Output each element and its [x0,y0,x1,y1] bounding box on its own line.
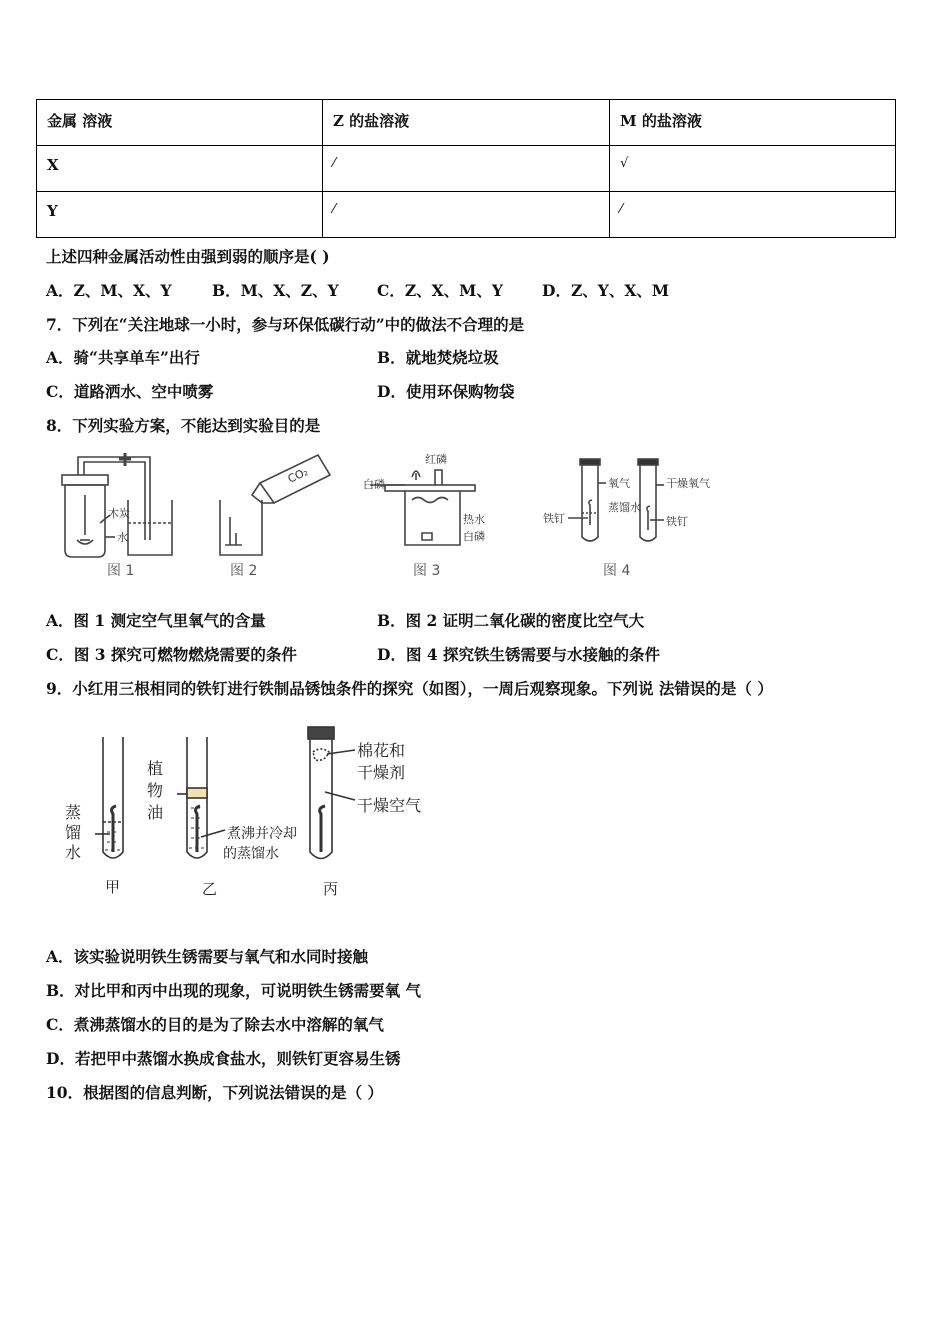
label-boiled-water-line1: 煮沸并冷却 [227,826,297,842]
label-vegetable-oil: 植物油 [147,759,164,822]
tube-bing [308,727,355,859]
fig4-label-dry-oxygen: 干燥氧气 [666,477,710,490]
option-c: C．Z、X、M、Y [377,281,503,300]
table-cell-metal: X [37,146,323,192]
option-c: C．道路洒水、空中喷雾 [46,382,214,401]
fig3-label-white-phosphorus-top: 白磷 [363,478,385,491]
tube-caption-yi: 乙 [202,880,218,898]
label-dry-air: 干燥空气 [357,796,422,815]
fig4-label-oxygen: 氧气 [608,477,630,490]
table-header-cell: M 的盐溶液 [610,100,896,146]
fig4-label-distilled-water: 蒸馏水 [608,501,641,514]
fig2-label-co2: CO₂ [285,465,311,486]
fig3-caption: 图 3 [413,563,441,579]
option-b: B．图 2 证明二氧化碳的密度比空气大 [377,611,645,630]
tube-jia [95,737,123,858]
table-cell-mark: ⁄ [610,192,896,238]
tube-yi [177,737,225,858]
fig3-label-hot-water: 热水 [463,513,485,526]
option-a: A．Z、M、X、Y [46,281,172,300]
option-d: D．图 4 探究铁生锈需要与水接触的条件 [377,645,661,664]
table-header-cell: 金属 溶液 [37,100,323,146]
option-a: A．该实验说明铁生锈需要与氧气和水同时接触 [46,947,369,966]
fig4-label-nail-right: 铁钉 [666,515,688,528]
fig2-co2-density [220,455,330,555]
option-b: B．M、X、Z、Y [212,281,339,300]
question-8-stem: 8．下列实验方案，不能达到实验目的是 [46,416,321,435]
fig4-caption: 图 4 [603,563,631,579]
option-a: A．图 1 测定空气里氧气的含量 [46,611,266,630]
fig1-caption: 图 1 [107,563,135,579]
label-cotton-line2: 干燥剂 [357,763,406,782]
question-9-stem: 9．小红用三根相同的铁钉进行铁制品锈蚀条件的探究（如图），一周后观察现象。下列说 法错误的是（ ） [46,679,773,698]
fig3-label-red-phosphorus: 红磷 [425,453,447,466]
table-header-row [37,100,896,146]
option-c: C．图 3 探究可燃物燃烧需要的条件 [46,645,297,664]
option-d: D．Z、Y、X、M [542,281,670,300]
option-c: C．煮沸蒸馏水的目的是为了除去水中溶解的氧气 [46,1015,384,1034]
label-boiled-water-line2: 的蒸馏水 [223,846,279,862]
table-cell-mark: ⁄ [323,146,610,192]
option-a: A．骑“共享单车”出行 [46,348,200,367]
label-cotton-line1: 棉花和 [357,741,406,760]
label-distilled-water: 蒸馏水 [65,803,82,862]
fig1-label-charcoal: 木炭 [108,507,130,520]
tube-caption-bing: 丙 [323,880,339,898]
table-cell-mark: ⁄ [323,192,610,238]
question-10-stem: 10．根据图的信息判断，下列说法错误的是（ ） [46,1083,383,1102]
fig4-label-nail-left: 铁钉 [543,512,565,525]
fig2-caption: 图 2 [230,563,258,579]
table-row [37,146,896,192]
table-row [37,192,896,238]
q9-rust-experiment-figure [55,722,455,902]
metal-solution-table [36,99,896,238]
fig3-label-white-phosphorus-bottom: 白磷 [463,530,485,543]
option-d: D．若把甲中蒸馏水换成食盐水，则铁钉更容易生锈 [46,1049,401,1068]
option-b: B．对比甲和丙中出现的现象，可说明铁生锈需要氧 气 [46,981,421,1000]
table-cell-mark: √ [610,146,896,192]
option-d: D．使用环保购物袋 [377,382,515,401]
table-cell-metal: Y [37,192,323,238]
table-header-cell: Z 的盐溶液 [323,100,610,146]
question-6-stem: 上述四种金属活动性由强到弱的顺序是( ) [46,247,330,266]
q8-experiment-figures [40,445,760,585]
question-7-stem: 7．下列在“关注地球一小时，参与环保低碳行动”中的做法不合理的是 [46,315,525,334]
fig4-rust-conditions [568,459,664,541]
tube-caption-jia: 甲 [105,878,121,896]
option-b: B．就地焚烧垃圾 [377,348,499,367]
fig1-label-water: 水 [117,531,128,544]
fig3-combustion-conditions [370,470,475,545]
